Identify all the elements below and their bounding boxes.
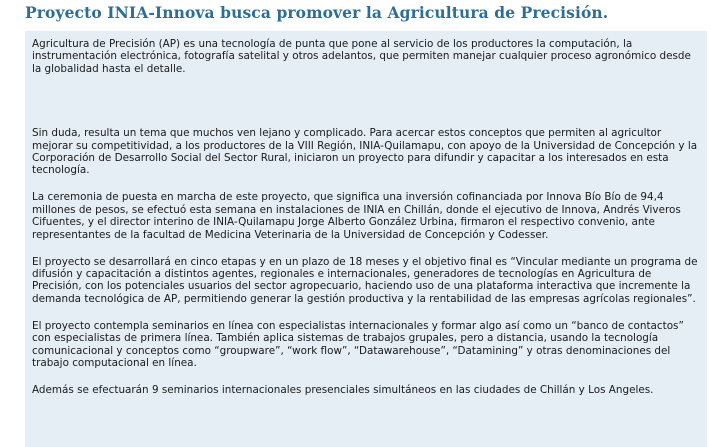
article-paragraph-6: Además se efectuarán 9 seminarios internacionales presenciales simultáneos en las ciudades de Chillán y Los Angeles. (32, 384, 654, 397)
article-paragraph-3: La ceremonia de puesta en marcha de este proyecto, que significa una inversión cofinanciada por Innova Bío Bío de 94,4 millones de pesos, se efectuó esta semana en instalaciones de INIA en Chillán, donde el ejecutivo de Innova, Andrés Viveros Cifuentes, y el director interino de INIA-Quilamapu Jorge Alberto González Urbina, firmaron el respectivo convenio, ante representantes de la facultad de Medicina Veterinaria de la Universidad de Concepción y Codesser. (32, 191, 681, 241)
article-body (25, 31, 707, 447)
article-title: Proyecto INIA-Innova busca promover la Agricultura de Precisión. (25, 3, 609, 22)
article-paragraph-2: Sin duda, resulta un tema que muchos ven lejano y complicado. Para acercar estos conceptos que permiten al agricultor mejorar su competitividad, a los productores de la VIII Región, INIA-Quilamapu, con apoyo de la Universidad de Concepción y la Corporación de Desarrollo Social del Sector Rural, iniciaron un proyecto para difundir y capacitar a los interesados en esta tecnología. (32, 127, 698, 177)
article-paragraph-5: El proyecto contempla seminarios en línea con especialistas internacionales y formar algo así como un “banco de contactos” con especialistas de primera línea. También aplica sistemas de trabajos grupales, pero a distancia, usando la tecnología comunicacional y conceptos como “groupware”, “work flow”, “Datawarehouse”, “Datamining” y otras denominaciones del trabajo computacional en línea. (32, 319, 684, 370)
article-paragraph-4: El proyecto se desarrollará en cinco etapas y en un plazo de 18 meses y el objetivo final es “Vincular mediante un programa de difusión y capacitación a distintos agentes, regionales e internacionales, generadores de tecnologías en Agricultura de Precisión, con los potenciales usuarios del sector agropecuario, haciendo uso de una plataforma interactiva que incremente la demanda tecnológica de AP, permitiendo generar la gestión productiva y la rentabilidad de las empresas agrícolas regionales”. (32, 255, 698, 305)
article-paragraph-1: Agricultura de Precisión (AP) es una tecnología de punta que pone al servicio de los productores la computación, la instrumentación electrónica, fotografía satelital y otros adelantos, que permiten manejar cualquier proceso agronómico desde la globalidad hasta el detalle. (32, 38, 691, 75)
